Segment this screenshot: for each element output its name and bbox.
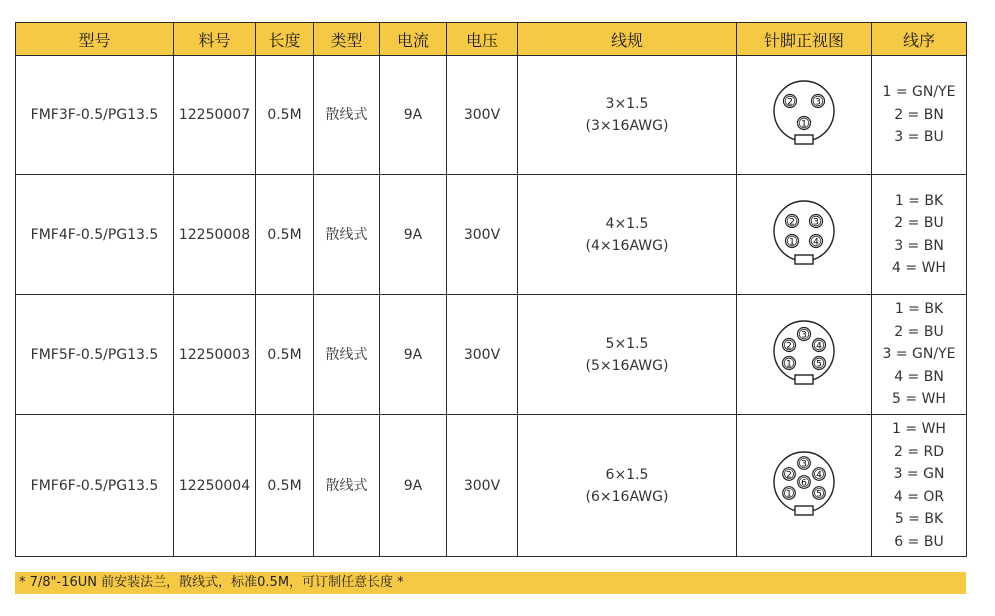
- gauge-line-1: 6×1.5: [605, 466, 649, 483]
- wiring-line: 2 = BU: [894, 323, 944, 340]
- wiring-line: 3 = BN: [894, 237, 944, 254]
- pin-diagram-cell: [737, 56, 872, 175]
- gauge-line-2: (4×16AWG): [585, 237, 669, 254]
- pin-1: [786, 234, 799, 247]
- length-cell: 0.5M: [256, 175, 314, 295]
- connector-6pin-diagram: [764, 446, 844, 526]
- svg-text:1: 1: [786, 359, 792, 369]
- table-row: [16, 56, 967, 175]
- pin-3: [798, 456, 811, 469]
- wiring-cell: [872, 295, 967, 415]
- pin-3: [812, 95, 825, 108]
- current-cell: 9A: [380, 175, 447, 295]
- svg-text:6: 6: [801, 478, 807, 488]
- model-cell: FMF3F-0.5/PG13.5: [16, 56, 174, 175]
- svg-text:2: 2: [789, 217, 795, 227]
- svg-text:2: 2: [787, 97, 793, 108]
- wiring-line: 4 = BN: [894, 368, 944, 385]
- voltage-cell: 300V: [447, 175, 518, 295]
- part-no-cell: 12250004: [174, 415, 256, 557]
- svg-text:2: 2: [786, 470, 792, 480]
- length-cell: 0.5M: [256, 56, 314, 175]
- header-pin-view: 针脚正视图: [737, 23, 872, 56]
- wiring-line: 2 = RD: [893, 443, 945, 460]
- voltage-cell: 300V: [447, 415, 518, 557]
- table-row: [16, 175, 967, 295]
- length-cell: 0.5M: [256, 295, 314, 415]
- model-cell: FMF5F-0.5/PG13.5: [16, 295, 174, 415]
- gauge-line-2: (3×16AWG): [585, 118, 669, 134]
- type-cell: 散线式: [314, 175, 380, 295]
- voltage-cell: 300V: [447, 56, 518, 175]
- wiring-line: 3 = BU: [894, 129, 944, 146]
- gauge-line-1: 4×1.5: [605, 215, 649, 232]
- pin-4: [810, 234, 823, 247]
- connector-4pin-diagram: [764, 195, 844, 275]
- wiring-line: 6 = BU: [894, 533, 944, 550]
- current-cell: 9A: [380, 56, 447, 175]
- wiring-cell: [872, 415, 967, 557]
- current-cell: 9A: [380, 415, 447, 557]
- pin-5: [813, 486, 826, 499]
- model-cell: FMF6F-0.5/PG13.5: [16, 415, 174, 557]
- pin-4: [813, 467, 826, 480]
- pin-5: [813, 356, 826, 369]
- header-row: [16, 23, 967, 56]
- table-row: [16, 295, 967, 415]
- part-no-cell: 12250003: [174, 295, 256, 415]
- pin-1: [783, 486, 796, 499]
- svg-text:1: 1: [801, 119, 807, 130]
- gauge-cell: [518, 56, 737, 175]
- type-cell: 散线式: [314, 415, 380, 557]
- svg-text:5: 5: [816, 489, 822, 499]
- svg-text:1: 1: [786, 489, 792, 499]
- spec-table: [15, 22, 967, 557]
- pin-3: [810, 214, 823, 227]
- gauge-cell: [518, 295, 737, 415]
- svg-text:3: 3: [801, 330, 807, 340]
- pin-diagram-cell: [737, 415, 872, 557]
- header-gauge: 线规: [518, 23, 737, 56]
- header-type: 类型: [314, 23, 380, 56]
- wiring-line: 4 = OR: [893, 488, 945, 505]
- header-length: 长度: [256, 23, 314, 56]
- connector-3pin-diagram: [764, 75, 844, 155]
- pin-diagram-cell: [737, 295, 872, 415]
- wiring-cell: [872, 56, 967, 175]
- current-cell: 9A: [380, 295, 447, 415]
- length-cell: 0.5M: [256, 415, 314, 557]
- gauge-line-2: (5×16AWG): [585, 357, 669, 374]
- header-model: 型号: [16, 23, 174, 56]
- header-part-no: 料号: [174, 23, 256, 56]
- wiring-line: 2 = BN: [894, 106, 944, 123]
- pin-diagram-cell: [737, 175, 872, 295]
- wiring-line: 4 = WH: [892, 260, 946, 276]
- table-row: [16, 415, 967, 557]
- pin-1: [783, 356, 796, 369]
- svg-text:4: 4: [816, 470, 822, 480]
- wiring-line: 1 = WH: [892, 421, 946, 437]
- svg-text:3: 3: [813, 217, 819, 227]
- wiring-cell: [872, 175, 967, 295]
- type-cell: 散线式: [314, 56, 380, 175]
- wiring-line: 1 = BK: [894, 192, 944, 209]
- svg-text:4: 4: [816, 341, 822, 351]
- part-no-cell: 12250007: [174, 56, 256, 175]
- gauge-line-1: 3×1.5: [605, 96, 649, 112]
- pin-6: [798, 475, 811, 488]
- header-current: 电流: [380, 23, 447, 56]
- header-voltage: 电压: [447, 23, 518, 56]
- svg-text:4: 4: [813, 237, 819, 247]
- svg-text:1: 1: [789, 237, 795, 247]
- wiring-line: 3 = GN/YE: [882, 346, 956, 363]
- model-cell: FMF4F-0.5/PG13.5: [16, 175, 174, 295]
- header-wiring: 线序: [872, 23, 967, 56]
- svg-text:5: 5: [816, 359, 822, 369]
- svg-text:3: 3: [815, 97, 821, 108]
- gauge-line-2: (6×16AWG): [585, 488, 669, 505]
- pin-2: [783, 338, 796, 351]
- pin-4: [813, 338, 826, 351]
- wiring-line: 5 = WH: [892, 391, 946, 408]
- svg-text:3: 3: [801, 459, 807, 469]
- pin-1: [798, 117, 811, 130]
- gauge-cell: [518, 175, 737, 295]
- wiring-line: 1 = BK: [894, 301, 944, 318]
- gauge-line-1: 5×1.5: [605, 335, 649, 352]
- wiring-line: 3 = GN: [893, 466, 945, 482]
- part-no-cell: 12250008: [174, 175, 256, 295]
- pin-3: [798, 327, 811, 340]
- svg-text:2: 2: [786, 341, 792, 351]
- gauge-cell: [518, 415, 737, 557]
- voltage-cell: 300V: [447, 295, 518, 415]
- footer-note: * 7/8"-16UN 前安装法兰，散线式，标准0.5M，可订制任意长度 *: [15, 572, 966, 594]
- wiring-line: 2 = BU: [894, 215, 944, 231]
- pin-2: [783, 467, 796, 480]
- wiring-line: 1 = GN/YE: [882, 84, 956, 101]
- pin-2: [786, 214, 799, 227]
- wiring-line: 5 = BK: [894, 511, 944, 527]
- pin-2: [784, 95, 797, 108]
- type-cell: 散线式: [314, 295, 380, 415]
- connector-5pin-diagram: [764, 315, 844, 395]
